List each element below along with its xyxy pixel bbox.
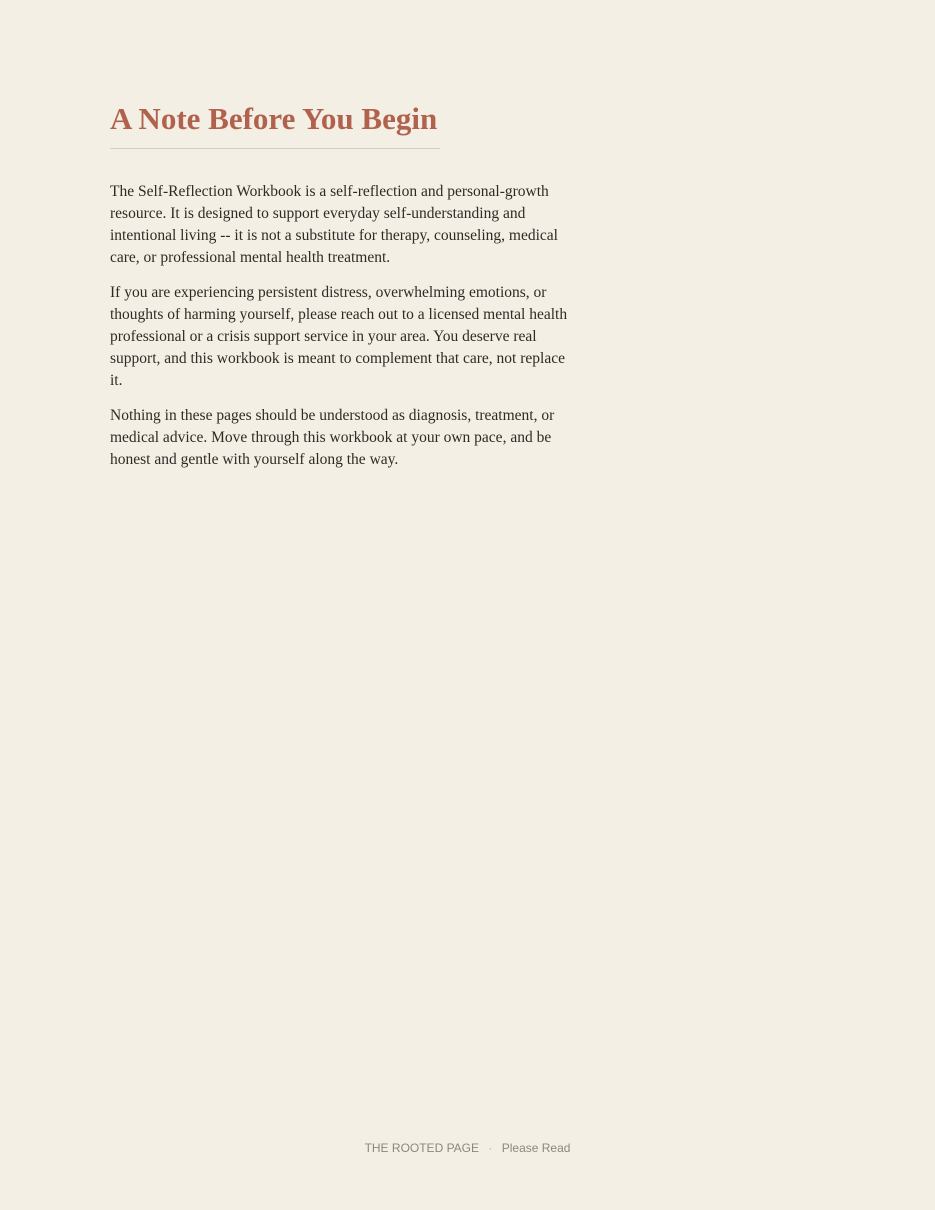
page-footer	[0, 1141, 935, 1155]
paragraph-support: If you are experiencing persistent distress, overwhelming emotions, or thoughts of harming yourself, please reach out to a licensed mental health professional or a crisis support service in your area. You deserve real support, and this workbook is meant to complement that care, not replace it.	[110, 284, 568, 389]
paragraph-intro: The Self-Reflection Workbook is a self-reflection and personal-growth resource. It is designed to support everyday self-understanding and intentional living -- it is not a substitute for therapy, counseling, medical care, or professional mental health treatment.	[110, 183, 558, 266]
footer-publication: THE ROOTED PAGE	[364, 1141, 480, 1155]
title-block	[110, 100, 440, 149]
footer-section: Please Read	[501, 1141, 571, 1155]
body-content	[110, 181, 575, 484]
footer-separator: ·	[488, 1141, 493, 1155]
paragraph-disclaimer: Nothing in these pages should be understood as diagnosis, treatment, or medical advice. Move through this workbook at your own pace, and be honest and gentle with yourself along the way.	[110, 407, 555, 468]
page-title: A Note Before You Begin	[110, 101, 438, 136]
